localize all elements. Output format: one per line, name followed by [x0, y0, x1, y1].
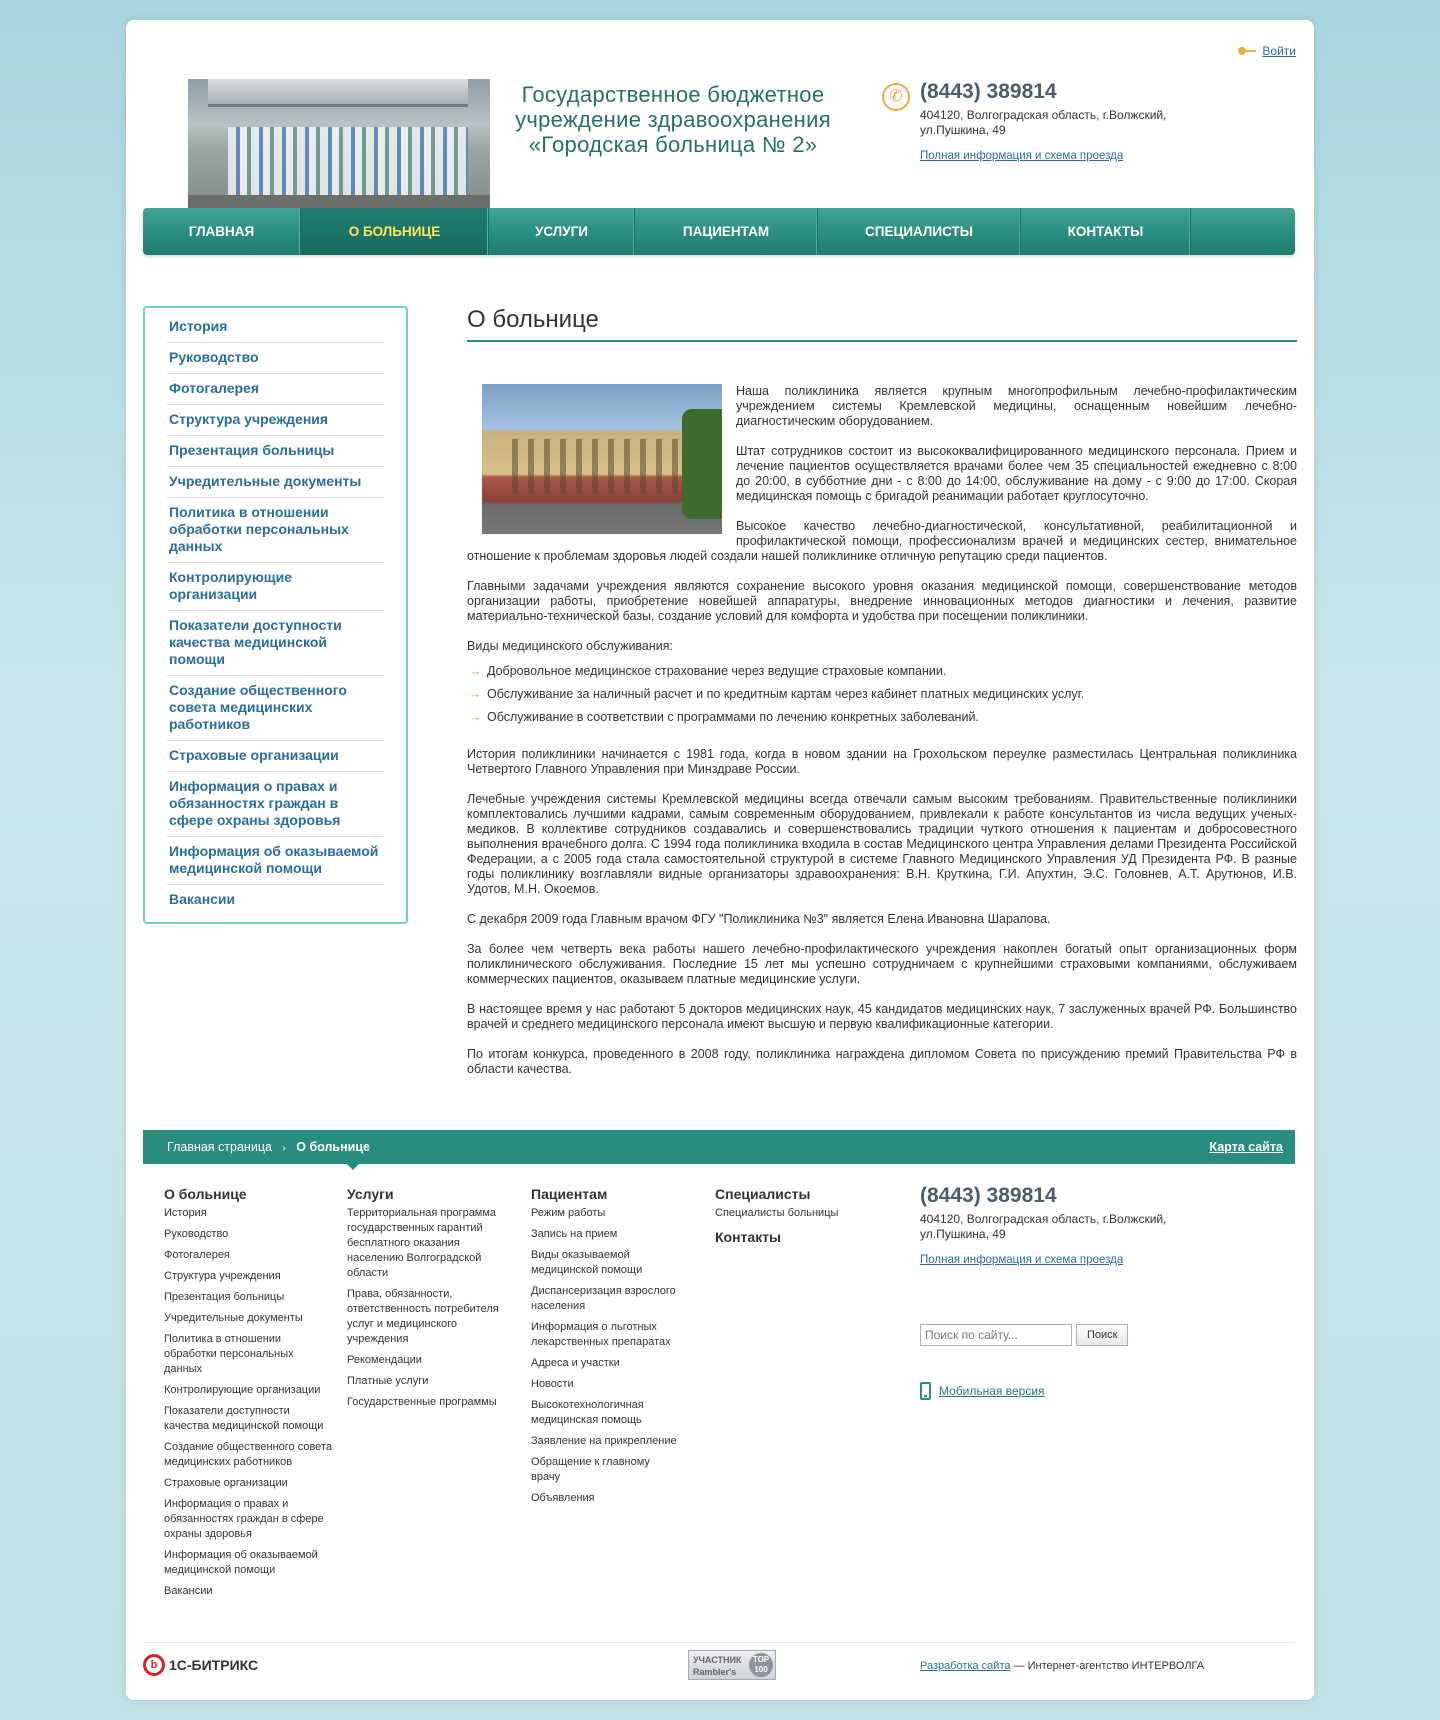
- nav-item-patients[interactable]: ПАЦИЕНТАМ: [635, 208, 818, 255]
- bitrix-label: 1С-БИТРИКС: [169, 1657, 259, 1673]
- bitrix-icon: b: [143, 1654, 165, 1676]
- breadcrumb-home[interactable]: Главная страница: [167, 1140, 272, 1154]
- list-item: [467, 664, 1297, 679]
- services-list: [467, 664, 1297, 725]
- footer-col-title[interactable]: Контакты: [715, 1229, 782, 1245]
- photo-ground: [188, 195, 490, 209]
- rambler-top-icon: TOP 100: [749, 1653, 773, 1677]
- list-item: [467, 687, 1297, 702]
- org-title-line3: «Городская больница № 2»: [528, 132, 818, 157]
- sidebar-item-insurance[interactable]: Страховые организации: [167, 741, 384, 772]
- footer-link[interactable]: Запись на прием: [531, 1228, 618, 1240]
- paragraph-3: Высокое качество лечебно-диагностической, консультативной, реабилитационной и профилактической помощи, профессионализм врачей и медицинских сестер, внимательное отношение к проблемам здоровья людей создали нашей поликлинике отличную репутацию среди пациентов.: [467, 519, 1297, 563]
- footer-link[interactable]: Виды оказываемой медицинской помощи: [531, 1249, 643, 1276]
- header-contact: [889, 80, 1210, 162]
- building-windows: [502, 439, 692, 494]
- building-tree: [682, 409, 722, 519]
- footer-link[interactable]: Контролирующие организации: [164, 1384, 321, 1396]
- main-content: [467, 306, 1297, 1092]
- footer-address-line2: ул.Пушкина, 49: [920, 1227, 1006, 1241]
- header-address: [920, 108, 1210, 138]
- footer-link[interactable]: Создание общественного совета медицинских работников: [164, 1441, 332, 1468]
- footer-link[interactable]: Заявление на прикрепление: [531, 1435, 677, 1447]
- paragraph-1: Наша поликлиника является крупным многопрофильным лечебно-профилактическим учреждением системы Кремлевской медицины, оснащенным новейшим лечебно-диагностическим оборудованием.: [736, 384, 1297, 428]
- footer-col-title[interactable]: Специалисты: [715, 1186, 811, 1202]
- footer-link[interactable]: Информация о правах и обязанностях граждан в сфере охраны здоровья: [164, 1498, 324, 1540]
- footer-link[interactable]: Страховые организации: [164, 1477, 288, 1489]
- sidebar-item-history[interactable]: История: [167, 312, 384, 343]
- nav-item-home[interactable]: ГЛАВНАЯ: [143, 208, 301, 255]
- rambler-line2: Rambler's: [693, 1667, 737, 1677]
- list-item: [467, 710, 1297, 725]
- footer-link[interactable]: История: [164, 1207, 207, 1219]
- developer-link[interactable]: Разработка сайта: [920, 1660, 1011, 1672]
- list-item-text: Обслуживание за наличный расчет и по кредитным картам через кабинет платных медицинских услуг.: [487, 687, 1085, 701]
- key-icon: [1238, 47, 1256, 55]
- sidebar-item-presentation[interactable]: Презентация больницы: [167, 436, 384, 467]
- paragraph-7: С декабря 2009 года Главным врачом ФГУ "Поликлиника №3" является Елена Ивановна Шарапова.: [467, 912, 1051, 926]
- footer-col-title[interactable]: Услуги: [347, 1186, 394, 1202]
- footer-link[interactable]: Платные услуги: [347, 1375, 429, 1387]
- building-photo: [482, 384, 722, 534]
- nav-item-services[interactable]: УСЛУГИ: [489, 208, 635, 255]
- header-staff-photo: [188, 79, 490, 209]
- sidebar-item-control[interactable]: Контролирующие организации: [167, 563, 384, 611]
- developer-text: — Интернет-агентство ИНТЕРВОЛГА: [1010, 1660, 1205, 1672]
- mobile-version-link[interactable]: Мобильная версия: [939, 1384, 1045, 1398]
- footer-address: [920, 1212, 1210, 1242]
- rambler-top100-badge[interactable]: [688, 1650, 776, 1680]
- footer-link[interactable]: Высокотехнологичная медицинская помощь: [531, 1399, 644, 1426]
- paragraph-2: Штат сотрудников состоит из высококвалифицированного медицинского персонала. Прием и лечение пациентов осуществляется врачами более чем 35 специальностей ежедневно с 8:00 до 20:00, в субботние дни - с 8:00 до 14:00, обслуживание на дому - с 9:00 до 17:00. Скорая медицинская помощь с бригадой реанимации работает круглосуточно.: [736, 444, 1297, 503]
- sidebar-item-care-info[interactable]: Информация об оказываемой медицинской помощи: [167, 837, 384, 885]
- search-button[interactable]: Поиск: [1076, 1324, 1128, 1346]
- page-title: О больнице: [467, 306, 1297, 342]
- sidebar-item-structure[interactable]: Структура учреждения: [167, 405, 384, 436]
- nav-item-about[interactable]: О БОЛЬНИЦЕ: [301, 208, 489, 255]
- sidebar-item-privacy[interactable]: Политика в отношении обработки персональных данных: [167, 498, 384, 563]
- footer-link[interactable]: Показатели доступности качества медицинской помощи: [164, 1405, 324, 1432]
- footer-link[interactable]: Информация об оказываемой медицинской помощи: [164, 1549, 318, 1576]
- arrow-right-icon: →: [469, 710, 482, 724]
- arrow-right-icon: →: [469, 687, 482, 701]
- footer-link[interactable]: Структура учреждения: [164, 1270, 281, 1282]
- search-input[interactable]: [920, 1324, 1072, 1346]
- paragraph-8: За более чем четверть века работы нашего лечебно-профилактического учреждения накоплен богатый опыт организационных форм поликлинического обслуживания. Последние 15 лет мы успешно сотрудничаем с крупнейшими страховыми компаниями, обслуживаем коммерческих пациентов, оказываем платные медицинские услуги.: [467, 942, 1297, 986]
- footer-link[interactable]: Презентация больницы: [164, 1291, 285, 1303]
- photo-canopy: [208, 79, 468, 107]
- breadcrumb-separator: ›: [282, 1143, 286, 1154]
- footer-col-patients: [531, 1186, 681, 1512]
- header-address-line2: ул.Пушкина, 49: [920, 123, 1006, 137]
- footer-link[interactable]: Адреса и участки: [531, 1357, 620, 1369]
- mobile-phone-icon: [920, 1382, 931, 1400]
- paragraph-6: Лечебные учреждения системы Кремлевской медицины всегда отвечали самым высоким требованиям. Правительственные поликлиники комплектовались лучшими кадрами, самым современным оборудованием, привлекали к работе консультантов из числа ведущих ученых-медиков. В коллективе сотрудников создавались и совершенствовались традиции чуткого отношения к пациентам и добросовестного выполнения врачебного долга. С 1994 года поликлиника входила в состав Медицинского центра Управления делами Президента Российской Федерации, а с 2005 года стала самостоятельной структурой в системе Главного Медицинского Управления УД Президента РФ. В разные годы поликлинику возглавляли видные организаторы здравоохранения: В.Н. Круткина, Г.И. Апухтин, Э.С. Головнев, А.Т. Арутюнов, И.В. Удотов, М.Н. Окоемов.: [467, 792, 1297, 896]
- footer-phone: (8443) 389814: [920, 1184, 1057, 1207]
- footer-link[interactable]: Права, обязанности, ответственность потребителя услуг и медицинского учреждения: [347, 1288, 499, 1345]
- rambler-line1: УЧАСТНИК: [693, 1655, 742, 1665]
- login-link[interactable]: Войти: [1262, 44, 1296, 58]
- header-address-line1: 404120, Волгоградская область, г.Волжский,: [920, 108, 1167, 122]
- footer-col-about: [164, 1186, 334, 1605]
- login[interactable]: [1238, 44, 1296, 58]
- footer-col-specialists: [715, 1186, 885, 1249]
- paragraph-10: По итогам конкурса, проведенного в 2008 году, поликлиника награждена дипломом Совета по присуждению премий Правительства РФ в области качества.: [467, 1047, 1297, 1076]
- footer-link[interactable]: Специалисты больницы: [715, 1207, 839, 1219]
- sidebar-item-vacancies[interactable]: Вакансии: [169, 891, 236, 907]
- org-title-line2: учреждение здравоохранения: [515, 107, 831, 132]
- footer-link[interactable]: Вакансии: [164, 1585, 213, 1597]
- list-item-text: Добровольное медицинское страхование через ведущие страховые компании.: [487, 664, 947, 678]
- developer-credit: [920, 1660, 1204, 1672]
- org-title-line1: Государственное бюджетное: [521, 82, 825, 107]
- footer-link[interactable]: Руководство: [164, 1228, 229, 1240]
- footer-contact: [920, 1184, 1220, 1266]
- org-title: [498, 82, 848, 157]
- header-info-link[interactable]: Полная информация и схема проезда: [920, 150, 1124, 162]
- footer-divider: [143, 1642, 1295, 1643]
- nav-item-specialists[interactable]: СПЕЦИАЛИСТЫ: [818, 208, 1021, 255]
- list-item-text: Обслуживание в соответствии с программами по лечению конкретных заболеваний.: [487, 710, 979, 724]
- nav-item-contacts[interactable]: КОНТАКТЫ: [1021, 208, 1191, 255]
- footer-col-services: [347, 1186, 517, 1416]
- footer-col-title[interactable]: Пациентам: [531, 1186, 608, 1202]
- page-container: [126, 20, 1314, 1700]
- paragraph-5: История поликлиники начинается с 1981 года, когда в новом здании на Грохольском переулке разместилась Центральная поликлиника Четвертого Главного Управления при Минздраве России.: [467, 747, 1297, 776]
- breadcrumb-current: О больнице: [296, 1140, 370, 1154]
- header-phone: (8443) 389814: [920, 80, 1057, 103]
- footer-link[interactable]: Объявления: [531, 1492, 595, 1504]
- main-nav: [143, 208, 1295, 255]
- breadcrumb-pointer: [347, 1164, 359, 1170]
- footer-link[interactable]: Учредительные документы: [164, 1312, 303, 1324]
- footer-link[interactable]: Новости: [531, 1378, 574, 1390]
- breadcrumb: [143, 1130, 1295, 1164]
- footer-link[interactable]: Государственные программы: [347, 1396, 497, 1408]
- photo-people: [228, 127, 468, 197]
- footer-col-title[interactable]: О больнице: [164, 1186, 247, 1202]
- footer-link[interactable]: Обращение к главному врачу: [531, 1456, 650, 1483]
- site-search: [920, 1324, 1128, 1346]
- sidebar-item-documents[interactable]: Учредительные документы: [167, 467, 384, 498]
- sidebar-item-gallery[interactable]: Фотогалерея: [167, 374, 384, 405]
- paragraph-4: Главными задачами учреждения являются сохранение высокого уровня оказания медицинской помощи, совершенствование методов организации работы, приобретение новейшей аппаратуры, внедрение инновационных методов диагностики и лечения, развитие материально-технической базы, создание условий для комфорта и удобства при посещении поликлиники.: [467, 579, 1297, 623]
- bitrix-logo[interactable]: [143, 1654, 258, 1676]
- footer-link[interactable]: Информация о льготных лекарственных препаратах: [531, 1321, 671, 1348]
- footer-link[interactable]: Режим работы: [531, 1207, 606, 1219]
- paragraph-9: В настоящее время у нас работают 5 докторов медицинских наук, 45 кандидатов медицинских наук, 7 заслуженных врачей РФ. Большинство врачей и среднего медицинского персонала имеют высшую и первую квалификационные категории.: [467, 1002, 1297, 1031]
- sidebar-menu: [143, 306, 408, 924]
- footer-link[interactable]: Фотогалерея: [164, 1249, 230, 1261]
- services-intro: Виды медицинского обслуживания:: [467, 639, 674, 653]
- sidebar-item-rights[interactable]: Информация о правах и обязанностях граждан в сфере охраны здоровья: [167, 772, 384, 837]
- mobile-version: [920, 1382, 1045, 1400]
- breadcrumb-trail: [167, 1140, 370, 1154]
- footer-address-line1: 404120, Волгоградская область, г.Волжский,: [920, 1212, 1167, 1226]
- sidebar-item-management[interactable]: Руководство: [167, 343, 384, 374]
- footer-link[interactable]: Политика в отношении обработки персональных данных: [164, 1333, 294, 1375]
- footer-link[interactable]: Рекомендации: [347, 1354, 422, 1366]
- phone-icon: ✆: [882, 83, 910, 111]
- arrow-right-icon: →: [469, 664, 482, 678]
- footer-info-link[interactable]: Полная информация и схема проезда: [920, 1254, 1124, 1266]
- footer-link[interactable]: Диспансеризация взрослого населения: [531, 1285, 676, 1312]
- footer-link[interactable]: Территориальная программа государственных гарантий бесплатного оказания населению Волгоградской области: [347, 1207, 497, 1279]
- sidebar-item-council[interactable]: Создание общественного совета медицинских работников: [167, 676, 384, 741]
- sitemap-link[interactable]: Карта сайта: [1209, 1140, 1283, 1154]
- sidebar-item-quality[interactable]: Показатели доступности качества медицинской помощи: [167, 611, 384, 676]
